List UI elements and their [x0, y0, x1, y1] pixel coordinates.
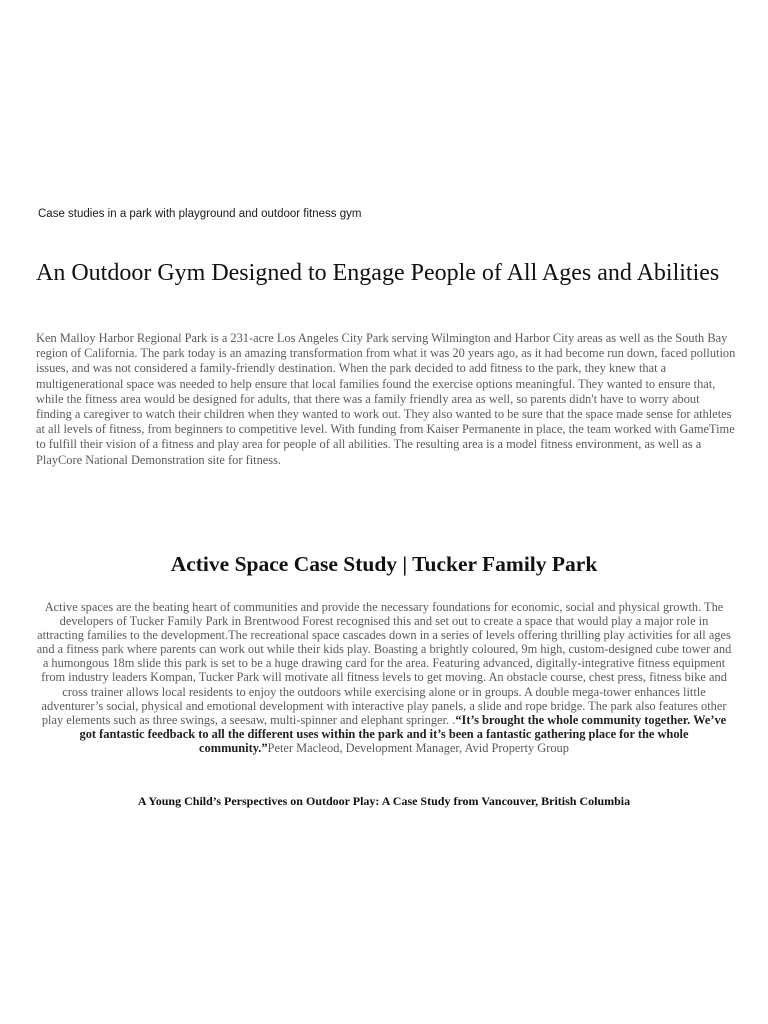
section-2-title: Active Space Case Study | Tucker Family Park	[170, 552, 598, 576]
section-2-body	[36, 600, 732, 755]
section-3-title: A Young Child’s Perspectives on Outdoor Play: A Case Study from Vancouver, British Columbia	[137, 794, 631, 808]
section-1-body: Ken Malloy Harbor Regional Park is a 231-acre Los Angeles City Park serving Wilmington and Harbor City areas as well as the South Bay region of California. The park today is an amazing transformation from what it was 20 years ago, as it had become run down, faced pollution issues, and was not considered a family-friendly destination. When the park decided to add fitness to the park, they knew that a multigenerational space was needed to help ensure that local families found the exercise options meaningful. They wanted to ensure that, while the fitness area would be designed for adults, that there was a family friendly area as well, so parents didn't have to worry about finding a caregiver to watch their children when they wanted to work out. They also wanted to be sure that the space made sense for athletes at all levels of fitness, from beginners to competitive level. With funding from Kaiser Permanente in place, the team worked with GameTime to fulfill their vision of a fitness and play area for people of all abilities. The resulting area is a model fitness environment, as well as a PlayCore National Demonstration site for fitness.	[36, 331, 736, 467]
page-caption: Case studies in a park with playground and outdoor fitness gym	[38, 208, 362, 220]
section-1-title: An Outdoor Gym Designed to Engage People of All Ages and Abilities	[36, 260, 720, 286]
section-2-quote: “It’s brought the whole community together. We’ve got fantastic feedback to all the different uses within the park and it’s been a fantastic gathering place for the whole community.”	[79, 712, 727, 755]
section-2-body-text: Active spaces are the beating heart of communities and provide the necessary foundations for economic, social and physical growth. The developers of Tucker Family Park in Brentwood Forest recognised this and set out to create a space that would play a major role in attracting families to the development.The recreational space cascades down in a series of levels offering thrilling play activities for all ages and a fitness park where parents can work out while their kids play. Boasting a brightly coloured, 9m high, custom-designed cube tower and a humongous 18m slide this park is set to be a huge drawing card for the area. Featuring advanced, digitally-integrative fitness equipment from industry leaders Kompan, Tucker Park will motivate all fitness levels to get moving. An obstacle course, chest press, fitness bike and cross trainer allows local residents to enjoy the outdoors while exercising alone or in groups. A double mega-tower enhances little adventurer’s social, physical and emotional development with interactive play panels, a slide and rope bridge. The park also features other play elements such as three swings, a seesaw, multi-spinner and elephant springer.	[36, 600, 732, 727]
section-2-attribution: Peter Macleod, Development Manager, Avid Property Group	[267, 740, 569, 755]
section-2-quote-prefix: .	[449, 712, 456, 727]
